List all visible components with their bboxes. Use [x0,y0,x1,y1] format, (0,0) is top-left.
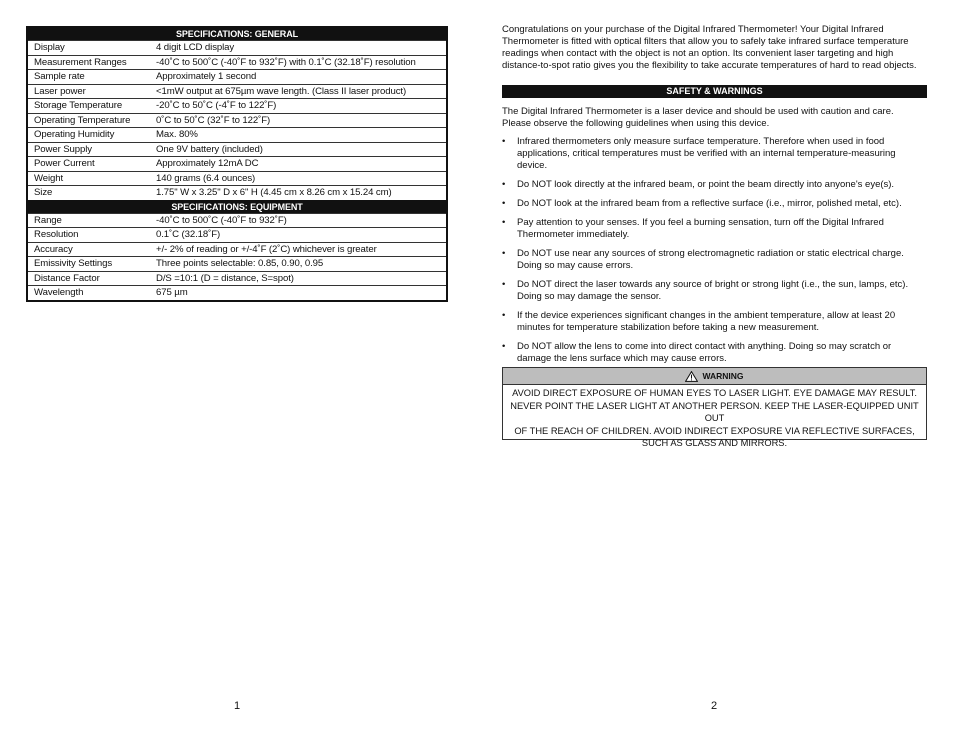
spec-label: Measurement Ranges [27,55,150,70]
bullet-icon: • [502,179,506,190]
spec-row [27,99,447,114]
bullet-icon: • [502,341,506,352]
warning-triangle-icon [685,371,698,382]
spec-label: Size [27,186,150,201]
list-item-text: Do NOT look directly at the infrared beam, or point the beam directly into anyone's eye(s). [517,179,895,190]
warning-line: AVOID DIRECT EXPOSURE OF HUMAN EYES TO LASER LIGHT. EYE DAMAGE MAY RESULT. [512,388,917,398]
list-item [502,217,927,241]
list-item [502,279,927,303]
spec-row [27,55,447,70]
list-item [502,198,927,210]
spec-row [27,228,447,243]
spec-equipment-header: SPECIFICATIONS: EQUIPMENT [27,200,447,213]
spec-general-header: SPECIFICATIONS: GENERAL [27,27,447,41]
specifications-table [26,26,448,302]
spec-row [27,142,447,157]
page-number-left: 1 [234,700,241,712]
list-item-text: Pay attention to your senses. If you feel a burning sensation, turn off the Digital Infrared Thermometer immediately. [517,217,884,240]
spec-row [27,70,447,85]
safety-intro-line: The Digital Infrared Thermometer is a laser device and should be used with caution and care. [502,106,894,117]
list-item-text: Do NOT use near any sources of strong electromagnetic radiation or static electrical charge. Doing so may cause errors. [517,248,904,271]
spec-label: Weight [27,171,150,186]
spec-label: Display [27,41,150,56]
spec-row [27,271,447,286]
warning-text [503,385,926,450]
safety-header: SAFETY & WARNINGS [502,85,927,98]
safety-intro-line: Please observe the following guidelines when using this device. [502,118,770,129]
spec-row [27,286,447,301]
spec-label: Operating Humidity [27,128,150,143]
list-item [502,136,927,172]
spec-label: Sample rate [27,70,150,85]
spec-general-header-row [27,27,447,41]
bullet-icon: • [502,198,506,209]
spec-row [27,242,447,257]
spec-row [27,171,447,186]
spec-label: Operating Temperature [27,113,150,128]
warning-line: NEVER POINT THE LASER LIGHT AT ANOTHER PERSON. KEEP THE LASER-EQUIPPED UNIT OUT [510,400,919,423]
warning-line: SUCH AS GLASS AND MIRRORS. [641,438,788,448]
spec-value: 1.75" W x 3.25" D x 6" H (4.45 cm x 8.26 cm x 15.24 cm) [150,186,447,201]
list-item-text: Infrared thermometers only measure surface temperature. Therefore when used in food applications, critical temperatures must be verified with an internal temperature-measuring device. [517,136,896,171]
bullet-icon: • [502,310,506,321]
spec-value: Three points selectable: 0.85, 0.90, 0.95 [150,257,447,272]
spec-value: 4 digit LCD display [150,41,447,56]
spec-label: Distance Factor [27,271,150,286]
list-item [502,248,927,272]
spec-value: 0.1˚C (32.18˚F) [150,228,447,243]
spec-label: Power Current [27,157,150,172]
warning-title-bar [503,368,926,385]
spec-equipment-header-row [27,200,447,213]
spec-row [27,157,447,172]
bullet-icon: • [502,136,506,147]
spec-label: Storage Temperature [27,99,150,114]
spec-value: -40˚C to 500˚C (-40˚F to 932˚F) with 0.1˚C (32.18˚F) resolution [150,55,447,70]
spec-label: Wavelength [27,286,150,301]
spec-value: +/- 2% of reading or +/-4˚F (2˚C) whichever is greater [150,242,447,257]
list-item [502,341,927,365]
bullet-icon: • [502,248,506,259]
safety-guidelines-list [502,136,927,372]
list-item-text: Do NOT look at the infrared beam from a reflective surface (i.e., mirror, polished metal, etc). [517,198,902,209]
list-item [502,179,927,191]
spec-label: Laser power [27,84,150,99]
intro-paragraph: Congratulations on your purchase of the Digital Infrared Thermometer! Your Digital Infrared Thermometer is fitted with optical filters that allow you to safely take infrared surface temperature readings when contact with the object is not an option. Its convenient laser targeting and high distance-to-spot ratio gives you the flexibility to take accurate temperatures of hard to read objects. [502,24,917,71]
spec-row [27,84,447,99]
page-number-right: 2 [711,700,718,712]
spec-row [27,128,447,143]
spec-row [27,41,447,56]
spec-value: Max. 80% [150,128,447,143]
spec-row [27,257,447,272]
spec-value: 0˚C to 50˚C (32˚F to 122˚F) [150,113,447,128]
list-item [502,310,927,334]
spec-value: <1mW output at 675µm wave length. (Class II laser product) [150,84,447,99]
spec-value: 675 µm [150,286,447,301]
warning-title: WARNING [702,371,744,381]
spec-label: Emissivity Settings [27,257,150,272]
spec-value: Approximately 12mA DC [150,157,447,172]
spec-label: Power Supply [27,142,150,157]
spec-label: Accuracy [27,242,150,257]
list-item-text: If the device experiences significant changes in the ambient temperature, allow at least 20 minutes for temperature stabilization before taking a new measurement. [517,310,896,333]
spec-value: 140 grams (6.4 ounces) [150,171,447,186]
spec-label: Resolution [27,228,150,243]
spec-value: One 9V battery (included) [150,142,447,157]
spec-row [27,113,447,128]
spec-row [27,213,447,228]
safety-intro [502,106,927,130]
warning-line: OF THE REACH OF CHILDREN. AVOID INDIRECT EXPOSURE VIA REFLECTIVE SURFACES, [514,425,915,436]
list-item-text: Do NOT allow the lens to come into direct contact with anything. Doing so may scratch or damage the lens surface which may cause errors. [517,341,892,364]
list-item-text: Do NOT direct the laser towards any source of bright or strong light (i.e., the sun, lamps, etc). Doing so may damage the sensor. [517,279,909,302]
spec-value: -40˚C to 500˚C (-40˚F to 932˚F) [150,213,447,228]
spec-row [27,186,447,201]
spec-value: Approximately 1 second [150,70,447,85]
spec-value: -20˚C to 50˚C (-4˚F to 122˚F) [150,99,447,114]
bullet-icon: • [502,217,506,228]
bullet-icon: • [502,279,506,290]
warning-box [502,367,927,448]
spec-label: Range [27,213,150,228]
spec-value: D/S =10:1 (D = distance, S=spot) [150,271,447,286]
